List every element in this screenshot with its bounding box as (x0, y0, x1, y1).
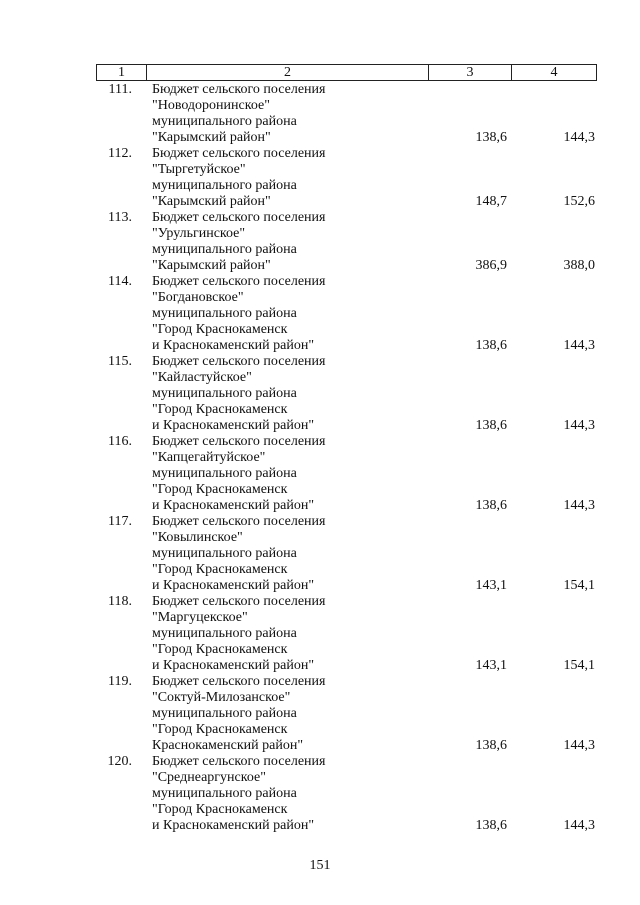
budget-name-line: "Город Краснокаменск (152, 322, 288, 337)
table-header (96, 64, 597, 81)
table-body (96, 82, 597, 834)
row-number: 114. (108, 274, 132, 289)
table-row (96, 82, 597, 146)
row-value-col4: 144,3 (563, 498, 595, 513)
row-budget-name (146, 354, 428, 434)
budget-name-line: и Краснокаменский район" (152, 498, 315, 513)
budget-name-line: муниципального района (152, 786, 297, 801)
header-cell-3: 3 (429, 65, 512, 80)
row-value-col4: 144,3 (563, 738, 595, 753)
budget-name-line: Бюджет сельского поселения (152, 274, 326, 289)
table-row (96, 354, 597, 434)
budget-name-line: "Урульгинское" (152, 226, 246, 241)
budget-name-line: "Город Краснокаменск (152, 402, 288, 417)
budget-name-line: муниципального района (152, 466, 297, 481)
budget-name-line: муниципального района (152, 546, 297, 561)
budget-name-line: и Краснокаменский район" (152, 578, 315, 593)
table-row (96, 754, 597, 834)
budget-name-line: "Город Краснокаменск (152, 482, 288, 497)
budget-name-line: "Карымский район" (152, 258, 271, 273)
budget-name-line: Бюджет сельского поселения (152, 146, 326, 161)
header-cell-2: 2 (147, 65, 429, 80)
budget-name-line: Краснокаменский район" (152, 738, 304, 753)
row-value-col3: 143,1 (475, 578, 507, 593)
budget-name-line: муниципального района (152, 178, 297, 193)
budget-name-line: и Краснокаменский район" (152, 818, 315, 833)
row-value-col4: 152,6 (563, 194, 595, 209)
row-budget-name (146, 754, 428, 834)
budget-name-line: муниципального района (152, 242, 297, 257)
row-number: 112. (108, 146, 132, 161)
row-budget-name (146, 274, 428, 354)
table-row (96, 274, 597, 354)
table-row (96, 146, 597, 210)
row-value-col3: 138,6 (475, 338, 507, 353)
row-value-col3: 148,7 (475, 194, 507, 209)
row-budget-name (146, 434, 428, 514)
budget-name-line: "Карымский район" (152, 194, 271, 209)
budget-name-line: Бюджет сельского поселения (152, 594, 326, 609)
budget-name-line: "Богдановское" (152, 290, 244, 305)
row-value-col3: 138,6 (475, 818, 507, 833)
table-row (96, 434, 597, 514)
row-number: 116. (108, 434, 132, 449)
budget-name-line: "Карымский район" (152, 130, 271, 145)
budget-name-line: "Ковылинское" (152, 530, 243, 545)
page-number: 151 (309, 858, 331, 873)
budget-name-line: и Краснокаменский район" (152, 338, 315, 353)
table-row (96, 210, 597, 274)
row-number: 111. (108, 82, 132, 97)
budget-name-line: "Среднеаргунское" (152, 770, 266, 785)
row-budget-name (146, 674, 428, 754)
row-number: 115. (108, 354, 132, 369)
budget-name-line: Бюджет сельского поселения (152, 514, 326, 529)
budget-name-line: муниципального района (152, 306, 297, 321)
table-row (96, 674, 597, 754)
budget-name-line: Бюджет сельского поселения (152, 82, 326, 97)
row-value-col4: 144,3 (563, 338, 595, 353)
budget-name-line: "Кайластуйское" (152, 370, 252, 385)
row-value-col3: 138,6 (475, 418, 507, 433)
row-budget-name (146, 146, 428, 210)
budget-name-line: "Город Краснокаменск (152, 562, 288, 577)
budget-name-line: муниципального района (152, 386, 297, 401)
budget-name-line: "Город Краснокаменск (152, 722, 288, 737)
budget-name-line: муниципального района (152, 706, 297, 721)
budget-name-line: "Город Краснокаменск (152, 802, 288, 817)
budget-name-line: Бюджет сельского поселения (152, 754, 326, 769)
row-number: 117. (108, 514, 132, 529)
row-value-col4: 388,0 (563, 258, 595, 273)
row-budget-name (146, 210, 428, 274)
budget-name-line: "Соктуй-Милозанское" (152, 690, 291, 705)
row-value-col3: 138,6 (475, 738, 507, 753)
budget-name-line: Бюджет сельского поселения (152, 354, 326, 369)
row-value-col4: 154,1 (563, 578, 595, 593)
budget-name-line: Бюджет сельского поселения (152, 210, 326, 225)
row-number: 118. (108, 594, 132, 609)
budget-name-line: и Краснокаменский район" (152, 418, 315, 433)
row-number: 119. (108, 674, 132, 689)
row-value-col3: 143,1 (475, 658, 507, 673)
budget-name-line: "Капцегайтуйское" (152, 450, 266, 465)
row-value-col3: 386,9 (475, 258, 507, 273)
budget-name-line: "Новодоронинское" (152, 98, 270, 113)
row-number: 120. (107, 754, 132, 769)
budget-name-line: "Маргуцекское" (152, 610, 248, 625)
row-value-col3: 138,6 (475, 498, 507, 513)
row-value-col3: 138,6 (475, 130, 507, 145)
row-budget-name (146, 82, 428, 146)
budget-name-line: и Краснокаменский район" (152, 658, 315, 673)
row-value-col4: 144,3 (563, 818, 595, 833)
row-value-col4: 154,1 (563, 658, 595, 673)
budget-name-line: "Тыргетуйское" (152, 162, 246, 177)
row-value-col4: 144,3 (563, 418, 595, 433)
budget-name-line: "Город Краснокаменск (152, 642, 288, 657)
row-number: 113. (108, 210, 132, 225)
row-budget-name (146, 514, 428, 594)
header-cell-1: 1 (97, 65, 147, 80)
budget-name-line: Бюджет сельского поселения (152, 434, 326, 449)
row-value-col4: 144,3 (563, 130, 595, 145)
header-cell-4: 4 (550, 65, 558, 80)
table-row (96, 514, 597, 594)
budget-name-line: муниципального района (152, 114, 297, 129)
table-row (96, 594, 597, 674)
row-budget-name (146, 594, 428, 674)
budget-name-line: муниципального района (152, 626, 297, 641)
budget-name-line: Бюджет сельского поселения (152, 674, 326, 689)
